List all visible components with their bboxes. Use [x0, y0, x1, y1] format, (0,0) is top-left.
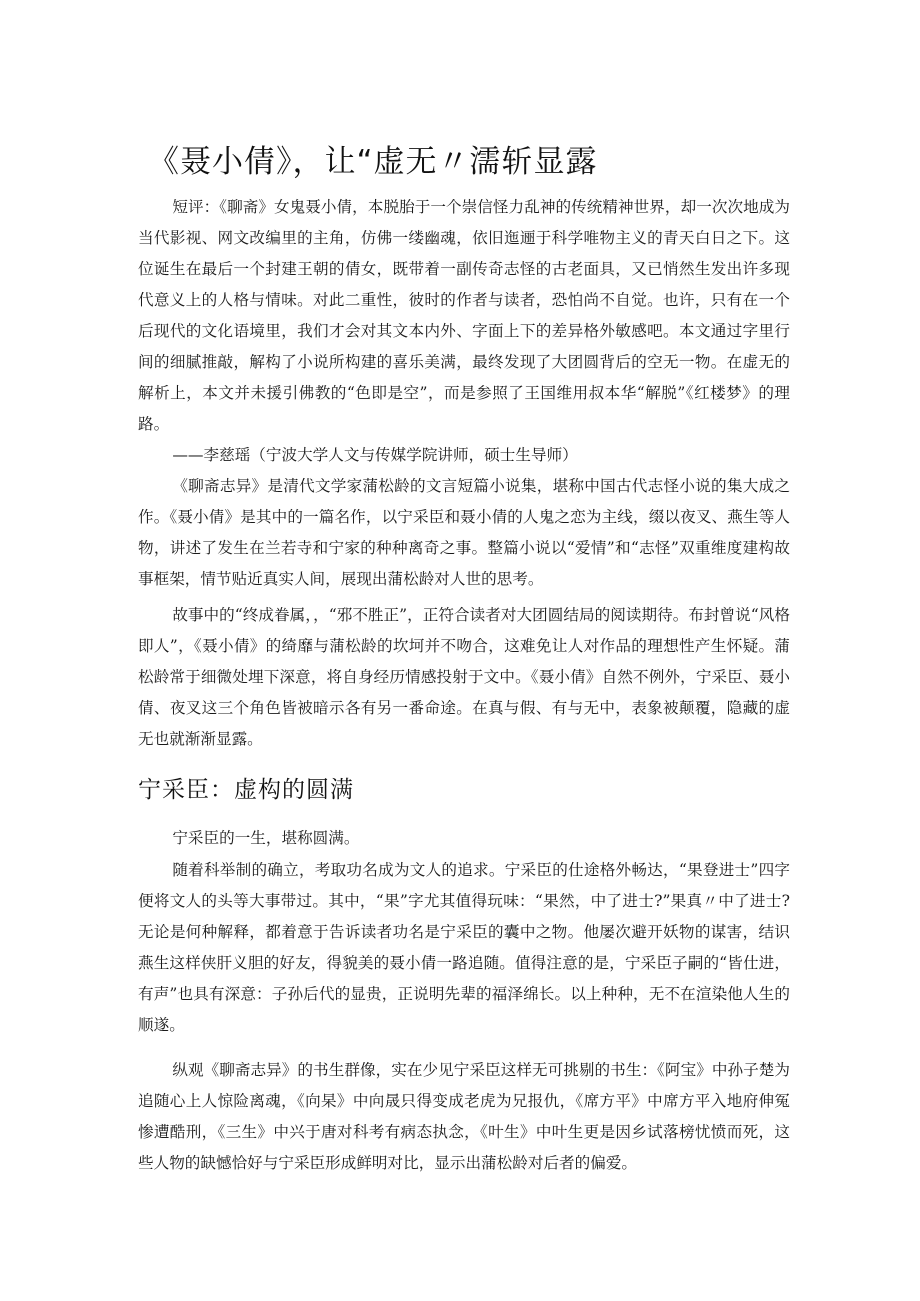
article-title: 《聂小倩》，让“虚无〃濡斩显露 — [148, 144, 598, 180]
section-heading: 宁采臣：虚构的圆满 — [138, 777, 354, 803]
review-paragraph: 短评：《聊斋》女鬼聂小倩，本脱胎于一个崇信怪力乱神的传统精神世界，却一次次地成为当代影视、网文改编里的主角，仿佛一缕幽魂，依旧迤逦于科学唯物主义的青天白日之下。这位诞生在最后一个封建王朝的倩女，既带着一副传奇志怪的古老面具，又已悄然生发出许多现代意义上的人格与情味。对此二重性，彼时的作者与读者，恐怕尚不自觉。也许，只有在一个后现代的文化语境里，我们才会对其文本内外、字面上下的差异格外敏感吧。本文通过字里行间的细腻推敲，解构了小说所构建的喜乐美满，最终发现了大团圆背后的空无一物。在虚无的解析上，本文并未援引佛教的“色即是空”，而是参照了王国维用叔本华“解脱”《红楼梦》的理路。 — [138, 198, 790, 433]
section-opening-paragraph: 宁采臣的一生，堪称圆满。 — [172, 829, 360, 847]
career-paragraph: 随着科举制的确立，考取功名成为文人的追求。宁采臣的仕途格外畅达，“果登进士”四字便将文人的头等大事带过。其中，“果”字尤其值得玩味：“果然，中了进士?”果真〃中了进士?无论是何种解释，都着意于告诉读者功名是宁采臣的囊中之物。他屡次避开妖物的谋害，结识燕生这样侠肝义胆的好友，得貌美的聂小倩一路追随。值得注意的是，宁采臣子嗣的“皆仕进，有声”也具有深意：子孙后代的显贵，正说明先辈的福泽绵长。以上种种，无不在渲染他人生的顺遂。 — [138, 861, 790, 1034]
review-attribution: ——李慈瑶（宁波大学人文与传媒学院讲师，硕士生导师） — [172, 446, 578, 464]
ending-paragraph: 故事中的“终成眷属，，“邪不胜正”，正符合读者对大团圆结局的阅读期待。布封曾说“风格即人”，《聂小倩》的绮靡与蒲松龄的坎坷并不吻合，这难免让人对作品的理想性产生怀疑。蒲松龄常于细微处埋下深意，将自身经历情感投射于文中。《聂小倩》自然不例外，宁采臣、聂小倩、夜叉这三个角色皆被暗示各有另一番命途。在真与假、有与无中，表象被颠覆，隐藏的虚无也就渐渐显露。 — [138, 606, 790, 748]
intro-paragraph: 《聊斋志异》是清代文学家蒲松龄的文言短篇小说集，堪称中国古代志怪小说的集大成之作。《聂小倩》是其中的一篇名作，以宁采臣和聂小倩的人鬼之恋为主线，缀以夜叉、燕生等人物，讲述了发生在兰若寺和宁家的种种离奇之事。整篇小说以“爱情”和“志怪”双重维度建构故事框架，情节贴近真实人间，展现出蒲松龄对人世的思考。 — [138, 477, 790, 588]
scholars-comparison-paragraph: 纵观《聊斋志异》的书生群像，实在少见宁采臣这样无可挑剔的书生：《阿宝》中孙子楚为追随心上人惊险离魂，《向杲》中向晟只得变成老虎为兄报仇，《席方平》中席方平入地府伸冤惨遭酷刑，《三生》中兴于唐对科考有病态执念，《叶生》中叶生更是因乡试落榜忧愤而死，这些人物的缺憾恰好与宁采臣形成鲜明对比，显示出蒲松龄对后者的偏爱。 — [138, 1061, 790, 1172]
